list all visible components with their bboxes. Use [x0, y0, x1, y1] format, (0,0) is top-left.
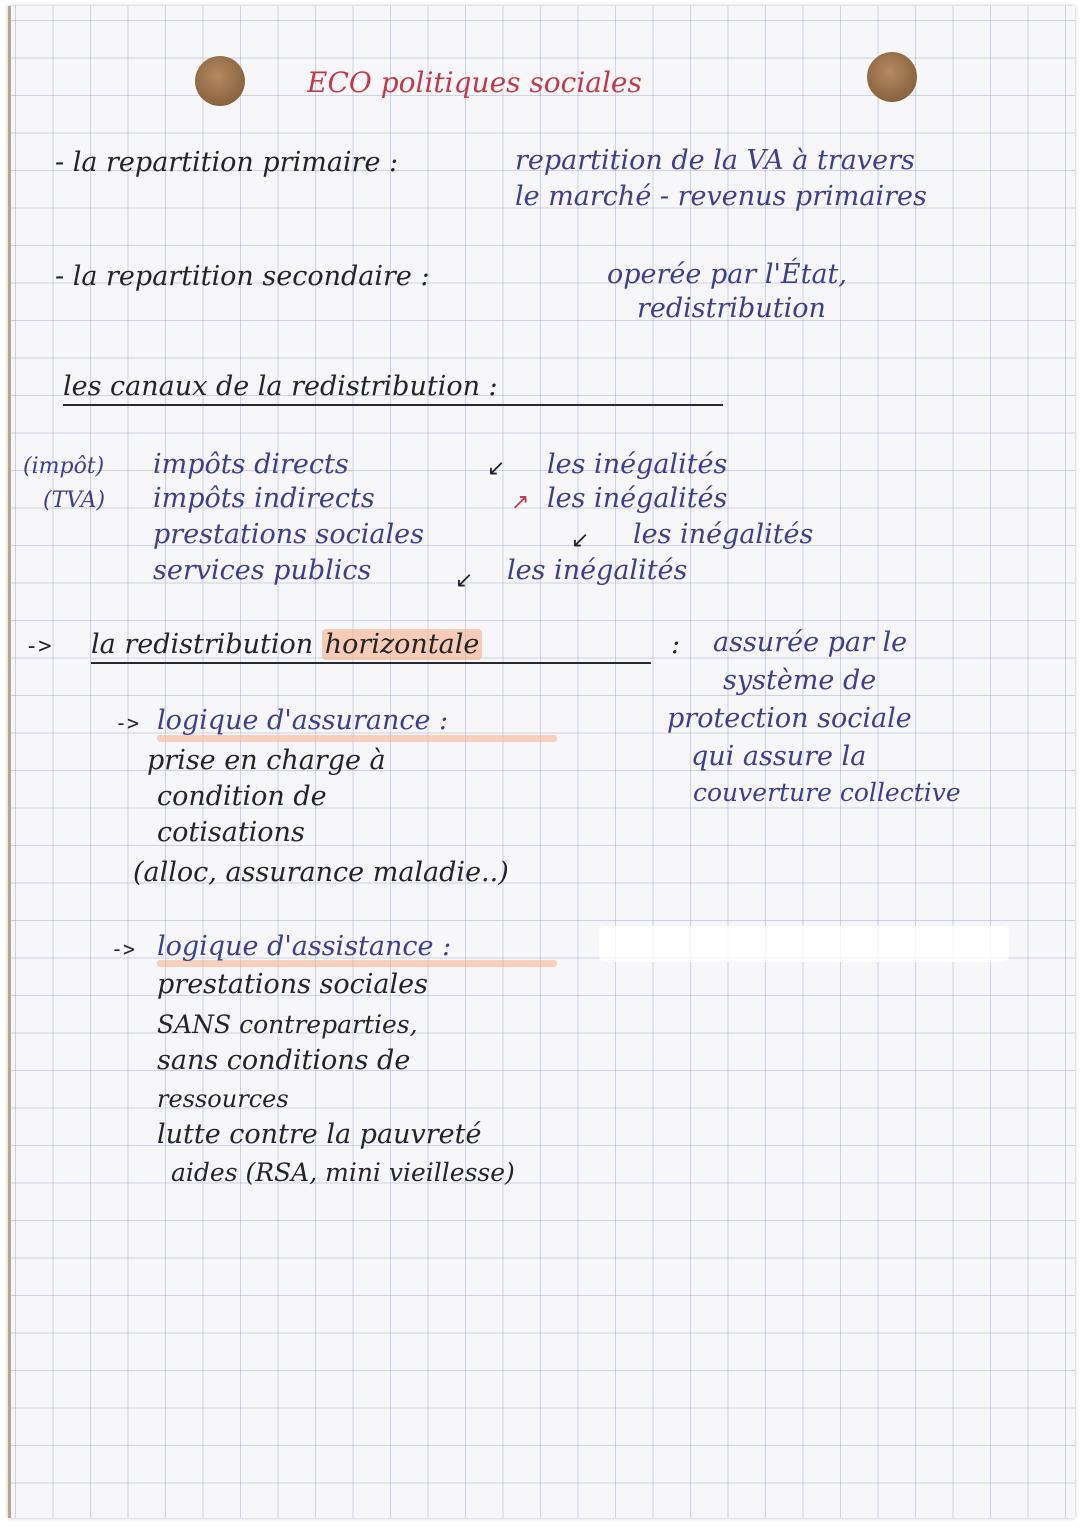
page-title: ECO politiques sociales [307, 66, 642, 99]
assistance-line-1: prestations sociales [157, 969, 428, 1000]
channel-public-services: services publics [153, 555, 372, 586]
horizontal-redistribution-heading [91, 630, 651, 664]
primary-distribution-def-2: le marché - revenus primaires [515, 181, 927, 212]
insurance-line-4: (alloc, assurance maladie..) [133, 857, 509, 888]
channel-note-vat: (TVA) [43, 488, 106, 513]
secondary-distribution-def-2: redistribution [637, 293, 826, 324]
horizontal-def-3: protection sociale [667, 703, 912, 734]
horizontal-def-4: qui assure la [691, 741, 867, 772]
channel-effect-1: les inégalités [547, 449, 728, 480]
assistance-line-4: ressources [157, 1085, 289, 1113]
insurance-logic-heading: logique d'assurance : [157, 705, 449, 736]
assistance-line-2: SANS contreparties, [157, 1010, 418, 1039]
insurance-line-1: prise en charge à [147, 745, 386, 776]
channel-social-benefits: prestations sociales [153, 519, 424, 550]
arrow-icon: -> [111, 937, 136, 961]
channel-direct-taxes: impôts directs [153, 449, 349, 480]
secondary-distribution-label: - la repartition secondaire : [55, 261, 430, 292]
assistance-logic-heading: logique d'assistance : [157, 931, 452, 962]
channel-effect-3: les inégalités [633, 519, 814, 550]
assistance-line-6: aides (RSA, mini vieillesse) [171, 1158, 515, 1187]
insurance-line-2: condition de [157, 781, 327, 812]
arrow-icon: -> [115, 711, 140, 735]
insurance-line-3: cotisations [157, 817, 305, 848]
primary-distribution-label: - la repartition primaire : [55, 147, 399, 178]
channel-note-tax: (impôt) [23, 454, 105, 479]
colon: : [671, 629, 681, 660]
channel-indirect-taxes: impôts indirects [153, 483, 375, 514]
horizontal-def-5: couverture collective [693, 778, 961, 807]
decrease-arrow-icon: ↙ [571, 528, 590, 553]
channel-effect-4: les inégalités [507, 555, 688, 586]
arrow-icon: -> [25, 634, 52, 659]
horizontal-redistribution-label: la redistribution [91, 629, 314, 660]
notebook-page [8, 6, 1075, 1518]
channel-effect-2: les inégalités [547, 483, 728, 514]
horizontal-def-1: assurée par le [713, 627, 908, 658]
punch-hole-left [195, 56, 245, 106]
channels-heading: les canaux de la redistribution : [63, 372, 723, 406]
primary-distribution-def-1: repartition de la VA à travers [515, 145, 915, 176]
horizontal-def-2: système de [723, 665, 877, 696]
decrease-arrow-icon: ↙ [455, 568, 474, 593]
increase-arrow-icon: ↗ [511, 490, 530, 515]
assistance-line-5: lutte contre la pauvreté [157, 1119, 482, 1150]
assurance-highlight [157, 735, 557, 742]
eraser-mark [599, 926, 1009, 962]
secondary-distribution-def-1: operée par l'État, [607, 259, 847, 290]
horizontal-highlight: horizontale [322, 629, 483, 660]
decrease-arrow-icon: ↙ [487, 456, 506, 481]
punch-hole-right [867, 52, 917, 102]
assistance-line-3: sans conditions de [157, 1045, 411, 1076]
